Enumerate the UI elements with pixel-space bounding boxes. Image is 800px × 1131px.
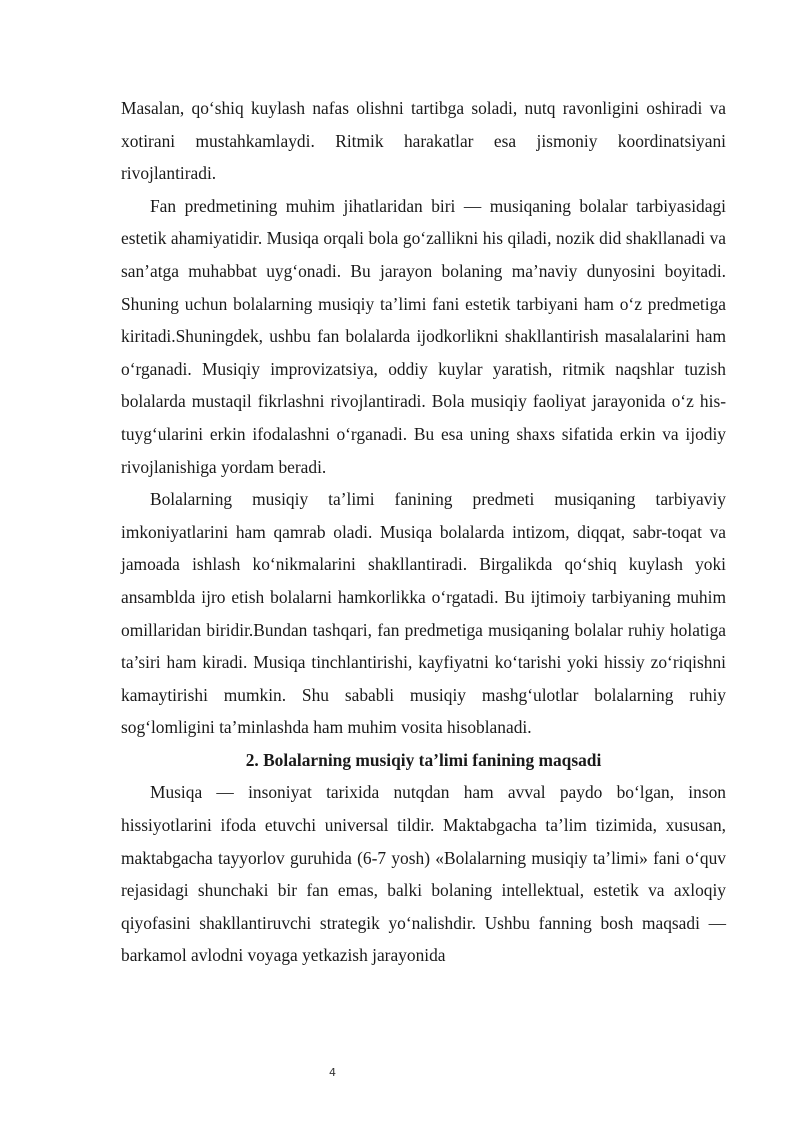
page-body [121, 92, 726, 972]
section-heading: 2. Bolalarning musiqiy ta’limi fanining maqsadi [245, 749, 602, 770]
paragraph-4: Musiqa — insoniyat tarixida nutqdan ham avval paydo bo‘lgan, inson hissiyotlarini ifoda etuvchi universal tildir. Maktabgacha ta’lim tizimida, xususan, maktabgacha tayyorlov guruhida (6-7 yosh) «Bolalarning musiqiy ta’limi» fani o‘quv rejasidagi shunchaki bir fan emas, balki bolaning intellektual, estetik va axloqiy qiyofasini shakllantiruvchi strategik yo‘nalishdir. Ushbu fanning bosh maqsadi — barkamol avlodni voyaga yetkazish jarayonida [121, 782, 726, 966]
page-number: 4 [329, 1066, 336, 1079]
paragraph-3: Bolalarning musiqiy ta’limi fanining predmeti musiqaning tarbiyaviy imkoniyatlarini ham qamrab oladi. Musiqa bolalarda intizom, diqqat, sabr-toqat va jamoada ishlash ko‘nikmalarini shakllantiradi. Birgalikda qo‘shiq kuylash yoki ansamblda ijro etish bolalarni hamkorlikka o‘rgatadi. Bu ijtimoiy tarbiyaning muhim omillaridan biridir.Bundan tashqari, fan predmetiga musiqaning bolalar ruhiy holatiga ta’siri ham kiradi. Musiqa tinchlantirishi, kayfiyatni ko‘tarishi yoki hissiy zo‘riqishni kamaytirishi mumkin. Shu sababli musiqiy mashg‘ulotlar bolalarning ruhiy sog‘lomligini ta’minlashda ham muhim vosita hisoblanadi. [121, 489, 726, 738]
paragraph-1: Masalan, qo‘shiq kuylash nafas olishni tartibga soladi, nutq ravonligini oshiradi va xotirani mustahkamlaydi. Ritmik harakatlar esa jismoniy koordinatsiyani rivojlantiradi. [121, 98, 726, 184]
paragraph-2: Fan predmetining muhim jihatlaridan biri — musiqaning bolalar tarbiyasidagi estetik ahamiyatidir. Musiqa orqali bola go‘zallikni his qiladi, nozik did shakllanadi va san’atga muhabbat uyg‘onadi. Bu jarayon bolaning ma’naviy dunyosini boyitadi. Shuning uchun bolalarning musiqiy ta’limi fani estetik tarbiyani ham o‘z predmetiga kiritadi.Shuningdek, ushbu fan bolalarda ijodkorlikni shakllantirish masalalarini ham o‘rganadi. Musiqiy improvizatsiya, oddiy kuylar yaratish, ritmik naqshlar tuzish bolalarda mustaqil fikrlashni rivojlantiradi. Bola musiqiy faoliyat jarayonida o‘z his-tuyg‘ularini erkin ifodalashni o‘rganadi. Bu esa uning shaxs sifatida erkin va ijodiy rivojlanishiga yordam beradi. [121, 195, 726, 477]
